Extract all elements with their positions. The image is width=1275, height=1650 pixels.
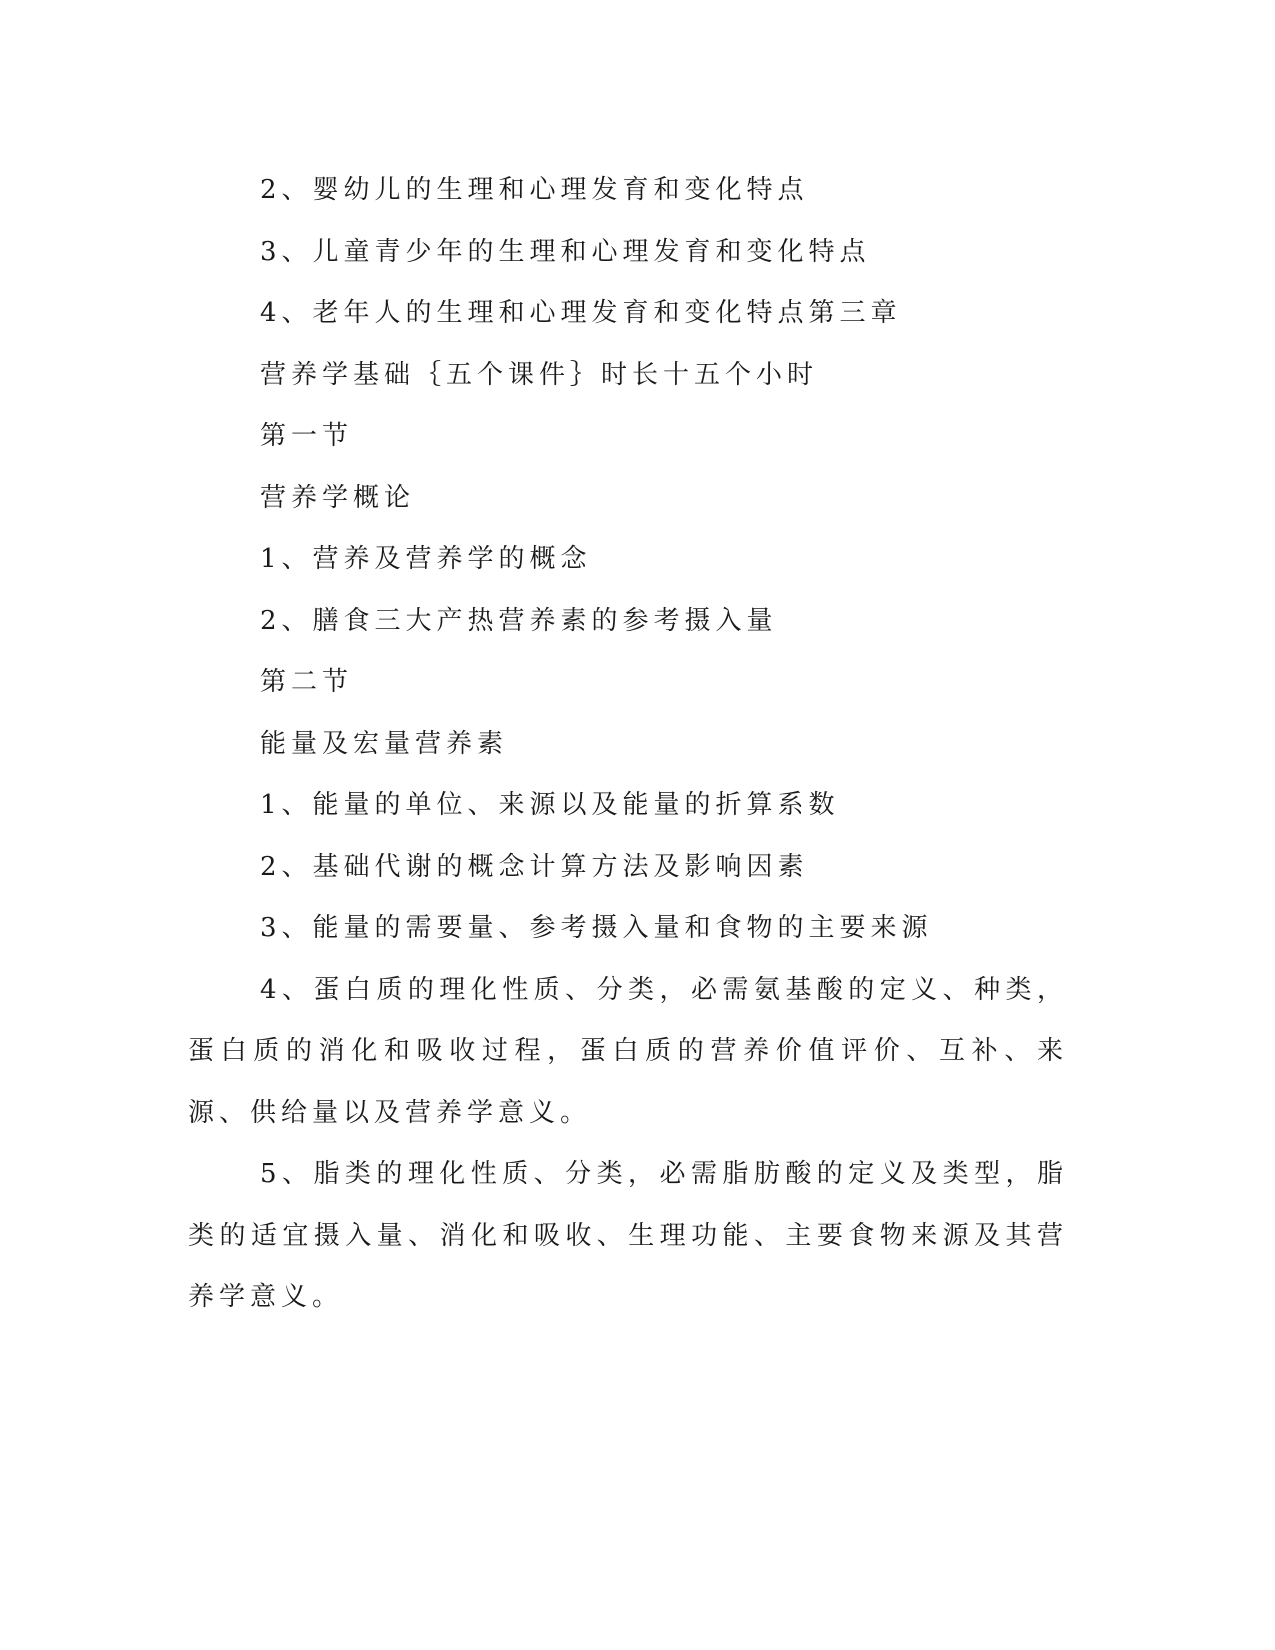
paragraph-lipids: 5、脂类的理化性质、分类，必需脂肪酸的定义及类型，脂类的适宜摄入量、消化和吸收、生理功能、主要食物来源及其营养学意义。 [188,1159,1068,1312]
outline-item-energy-requirement: 3、能量的需要量、参考摄入量和食物的主要来源 [260,913,933,943]
chapter-heading-nutrition-basics: 营养学基础｛五个课件｝时长十五个小时 [260,359,819,390]
document-body [188,160,1068,1329]
section-title-energy-macronutrients: 能量及宏量营养素 [260,728,509,759]
section-title-nutrition-overview: 营养学概论 [260,482,416,513]
outline-item-macronutrient-intake: 2、膳食三大产热营养素的参考摄入量 [260,605,778,636]
outline-item-basal-metabolism: 2、基础代谢的概念计算方法及影响因素 [260,851,809,882]
outline-item-elderly-development: 4、老年人的生理和心理发育和变化特点第三章 [260,298,902,328]
outline-item-infant-development: 2、婴幼儿的生理和心理发育和变化特点 [260,175,809,205]
section-heading-1: 第一节 [260,421,354,451]
outline-item-energy-units: 1、能量的单位、来源以及能量的折算系数 [260,790,840,820]
section-heading-2: 第二节 [260,667,354,697]
outline-item-youth-development: 3、儿童青少年的生理和心理发育和变化特点 [260,236,871,267]
paragraph-protein: 4、蛋白质的理化性质、分类，必需氨基酸的定义、种类，蛋白质的消化和吸收过程，蛋白质的营养价值评价、互补、来源、供给量以及营养学意义。 [188,974,1068,1128]
outline-item-nutrition-concept: 1、营养及营养学的概念 [260,544,592,574]
